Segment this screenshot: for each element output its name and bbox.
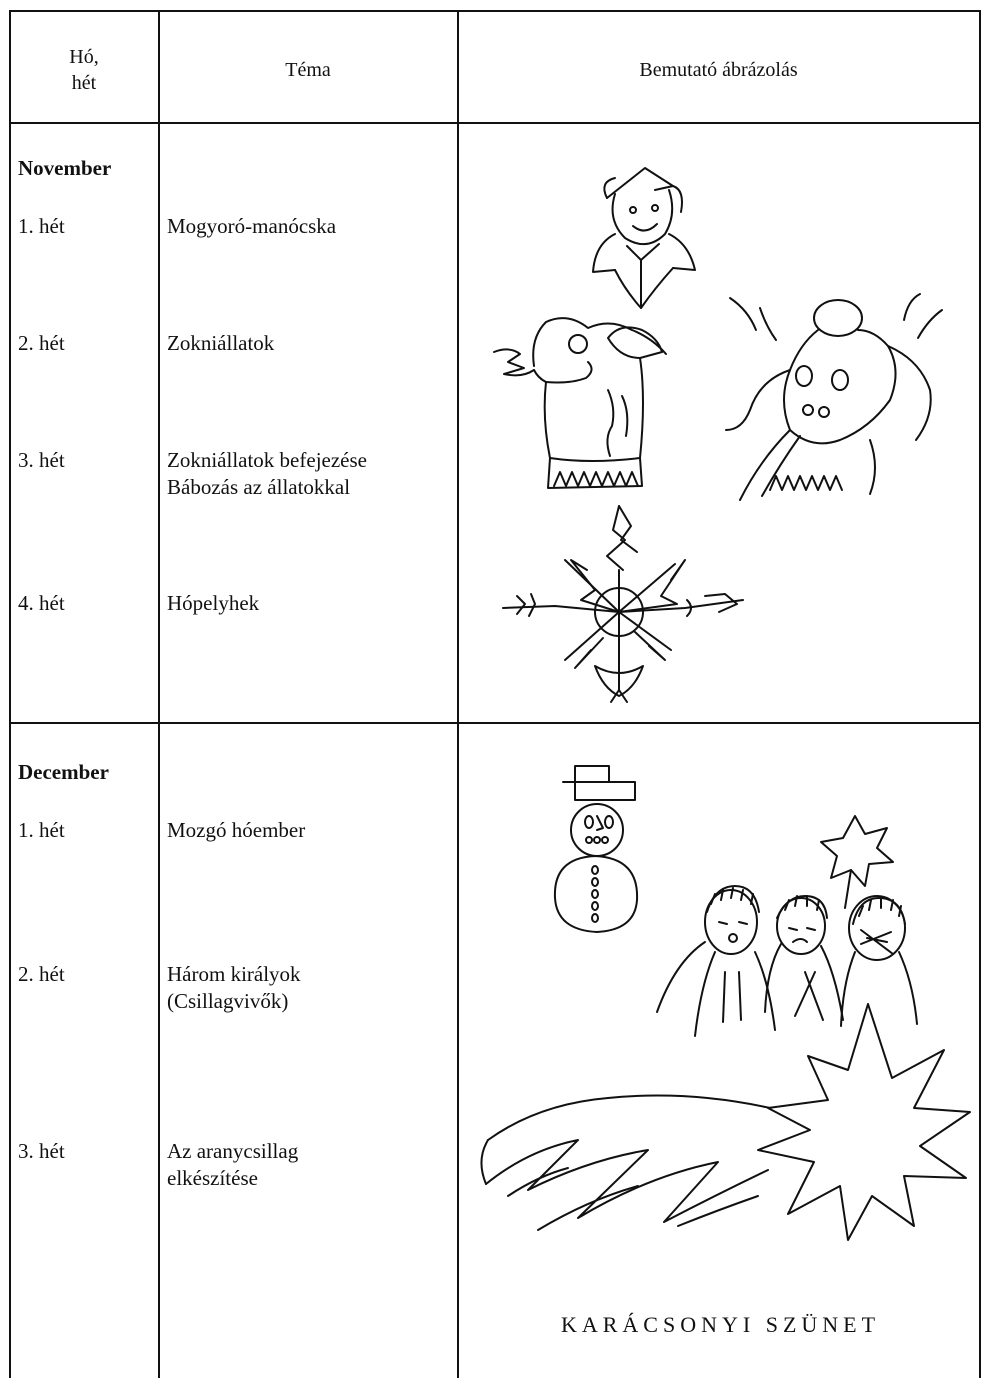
header-separator [9, 122, 981, 124]
week-label: 2. hét [18, 331, 65, 355]
golden-star-drawing [468, 1000, 973, 1250]
section-separator [9, 722, 981, 724]
topic-text: Mozgó hóember [167, 818, 306, 842]
header-illustration: Bemutató ábrázolás [639, 59, 798, 81]
snowflake-drawing [495, 500, 750, 710]
week-label: 3. hét [18, 1139, 65, 1163]
topic-text: Mogyoró-manócska [167, 214, 337, 238]
table-border-right [979, 11, 981, 1378]
holiday-label: KARÁCSONYI SZÜNET [560, 1312, 881, 1337]
week-label: 4. hét [18, 591, 65, 615]
month-label: December [18, 760, 109, 784]
snowman-drawing [545, 758, 655, 938]
week-label: 3. hét [18, 448, 65, 472]
topic-text: (Csillagvivők) [167, 989, 289, 1013]
month-label: November [18, 156, 112, 180]
table-border-top [9, 10, 981, 12]
topic-text: elkészítése [167, 1166, 258, 1190]
table-border-left [9, 11, 11, 1378]
header-col1-line2: hét [71, 72, 97, 94]
table-divider-1 [158, 11, 160, 1378]
header-month-week [10, 44, 158, 96]
sock-horse-drawing [490, 308, 700, 508]
topic-text: Három királyok [167, 962, 301, 986]
week-label: 1. hét [18, 818, 65, 842]
header-col1-line1: Hó, [69, 46, 99, 68]
header-topic: Téma [285, 59, 331, 81]
topic-text: Hópelyhek [167, 591, 260, 615]
table-divider-2 [457, 11, 459, 1378]
elf-drawing [585, 160, 705, 320]
week-label: 1. hét [18, 214, 65, 238]
topic-text: Zokniállatok befejezése [167, 448, 367, 472]
week-label: 2. hét [18, 962, 65, 986]
sock-creature-drawing [720, 290, 950, 510]
topic-text: Zokniállatok [167, 331, 275, 355]
topic-text: Bábozás az állatokkal [167, 475, 351, 499]
topic-text: Az aranycsillag [167, 1139, 299, 1163]
